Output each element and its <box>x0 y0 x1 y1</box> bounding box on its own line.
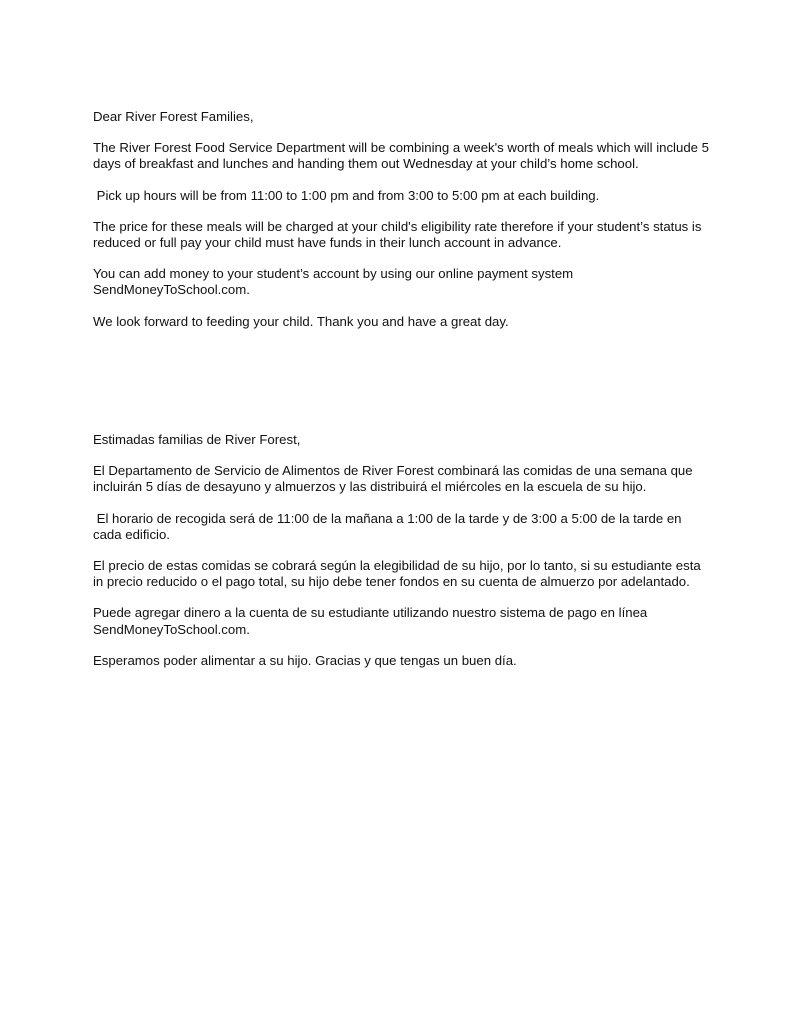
english-paragraph-payment: You can add money to your student’s account by using our online payment system SendMoneyToSchool.com. <box>93 266 574 298</box>
spanish-paragraph-pickup-hours: El horario de recogida será de 11:00 de la mañana a 1:00 de la tarde y de 3:00 a 5:00 de la tarde en cada edificio. <box>93 510 686 542</box>
english-paragraph-price: The price for these meals will be charged at your child's eligibility rate therefore if your student’s status is reduced or full pay your child must have funds in their lunch account in advance. <box>93 218 702 251</box>
spanish-greeting: Estimadas familias de River Forest, <box>93 432 301 447</box>
english-paragraph-meals: The River Forest Food Service Department will be combining a week's worth of meals which will include 5 days of breakfast and lunches and handing them out Wednesday at your child’s home school. <box>93 140 709 172</box>
spanish-letter <box>93 432 713 684</box>
spanish-paragraph-price: El precio de estas comidas se cobrará según la elegibilidad de su hijo, por lo tanto, si su estudiante esta in precio reducido o el pago total, su hijo debe tener fondos en su cuenta de almuerzo por adelantado. <box>93 558 701 590</box>
english-letter <box>93 109 713 345</box>
english-paragraph-pickup-hours: Pick up hours will be from 11:00 to 1:00 pm and from 3:00 to 5:00 pm at each building. <box>93 187 600 203</box>
spanish-paragraph-payment: Puede agregar dinero a la cuenta de su estudiante utilizando nuestro sistema de pago en línea SendMoneyToSchool.com. <box>93 605 648 637</box>
spanish-paragraph-meals: El Departamento de Servicio de Alimentos de River Forest combinará las comidas de una semana que incluirán 5 días de desayuno y almuerzos y las distribuirá el miércoles en la escuela de su hijo. <box>93 463 693 495</box>
english-paragraph-closing: We look forward to feeding your child. Thank you and have a great day. <box>93 313 509 329</box>
english-greeting: Dear River Forest Families, <box>93 109 254 124</box>
spanish-paragraph-closing: Esperamos poder alimentar a su hijo. Gracias y que tengas un buen día. <box>93 652 517 668</box>
